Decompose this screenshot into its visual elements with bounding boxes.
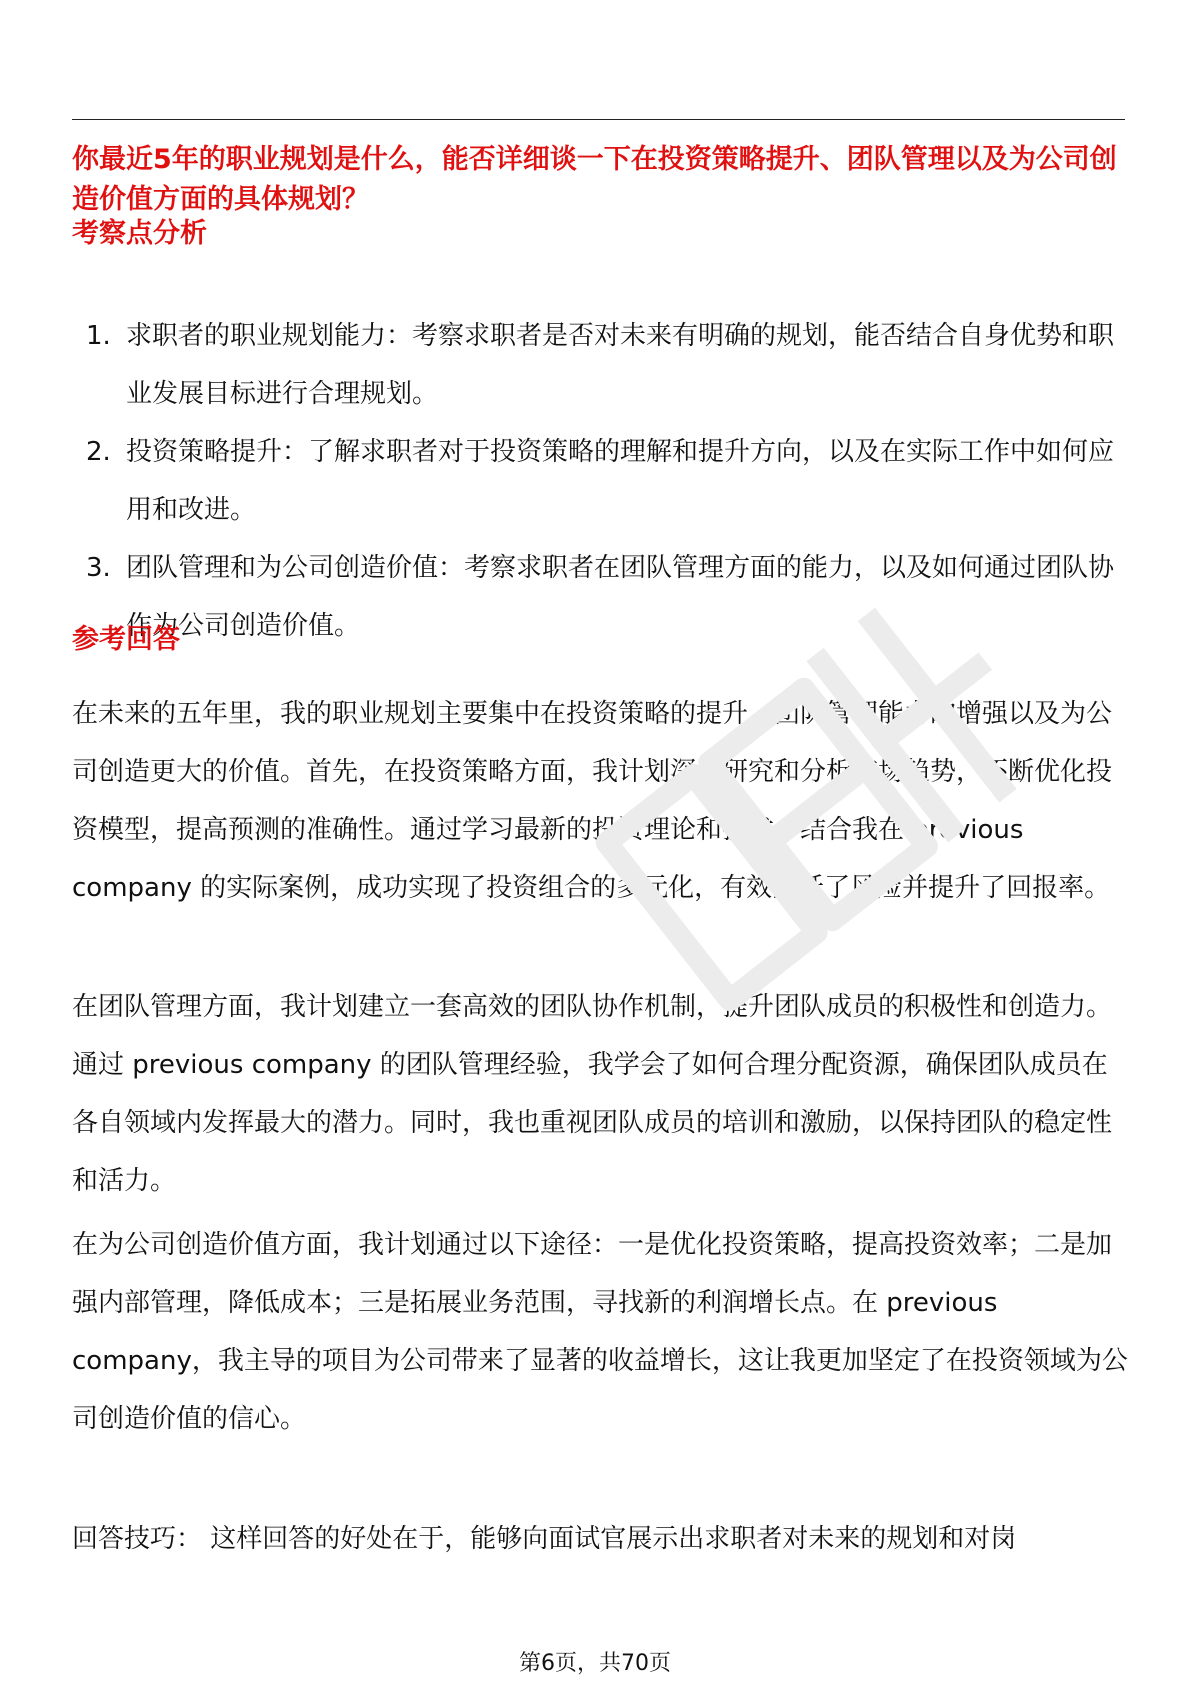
list-item-number: 2.	[86, 437, 111, 467]
page-number: 第6页，共70页	[519, 1651, 671, 1676]
list-item-text: 团队管理和为公司创造价值：考察求职者在团队管理方面的能力，以及如何通过团队协作为公司创造价值。	[126, 553, 1115, 641]
list-item	[72, 307, 1132, 423]
list-item-text: 投资策略提升：了解求职者对于投资策略的理解和提升方向，以及在实际工作中如何应用和改进。	[126, 437, 1115, 525]
list-item	[72, 539, 1132, 655]
answer-paragraph: 在未来的五年里，我的职业规划主要集中在投资策略的提升、团队管理能力的增强以及为公司创造更大的价值。首先，在投资策略方面，我计划深入研究和分析市场趋势，不断优化投资模型，提高预测的准确性。通过学习最新的投资理论和技术，结合我在 previous company 的实际案例，成功实现了投资组合的多元化，有效降低了风险并提升了回报率。	[72, 699, 1113, 903]
list-item-number: 1.	[86, 321, 111, 351]
answer-paragraph: 在团队管理方面，我计划建立一套高效的团队协作机制，提升团队成员的积极性和创造力。通过 previous company 的团队管理经验，我学会了如何合理分配资源，确保团队成员在各自领域内发挥最大的潜力。同时，我也重视团队成员的培训和激励，以保持团队的稳定性和活力。	[72, 992, 1113, 1196]
answer-title: 参考回答	[72, 624, 180, 655]
list-item-number: 3.	[86, 553, 111, 583]
analysis-title: 考察点分析	[72, 218, 207, 249]
answer-paragraph: 在为公司创造价值方面，我计划通过以下途径：一是优化投资策略，提高投资效率；二是加强内部管理，降低成本；三是拓展业务范围，寻找新的利润增长点。在 previous company，我主导的项目为公司带来了显著的收益增长，这让我更加坚定了在投资领域为公司创造价值的信心。	[72, 1230, 1128, 1434]
analysis-list	[72, 307, 1132, 655]
answer-tips: 回答技巧： 这样回答的好处在于，能够向面试官展示出求职者对未来的规划和对岗	[72, 1524, 1017, 1554]
top-divider	[72, 119, 1125, 120]
list-item-text: 求职者的职业规划能力：考察求职者是否对未来有明确的规划，能否结合自身优势和职业发展目标进行合理规划。	[126, 321, 1115, 409]
question-heading: 你最近5年的职业规划是什么，能否详细谈一下在投资策略提升、团队管理以及为公司创造价值方面的具体规划？	[72, 144, 1117, 215]
list-item	[72, 423, 1132, 539]
